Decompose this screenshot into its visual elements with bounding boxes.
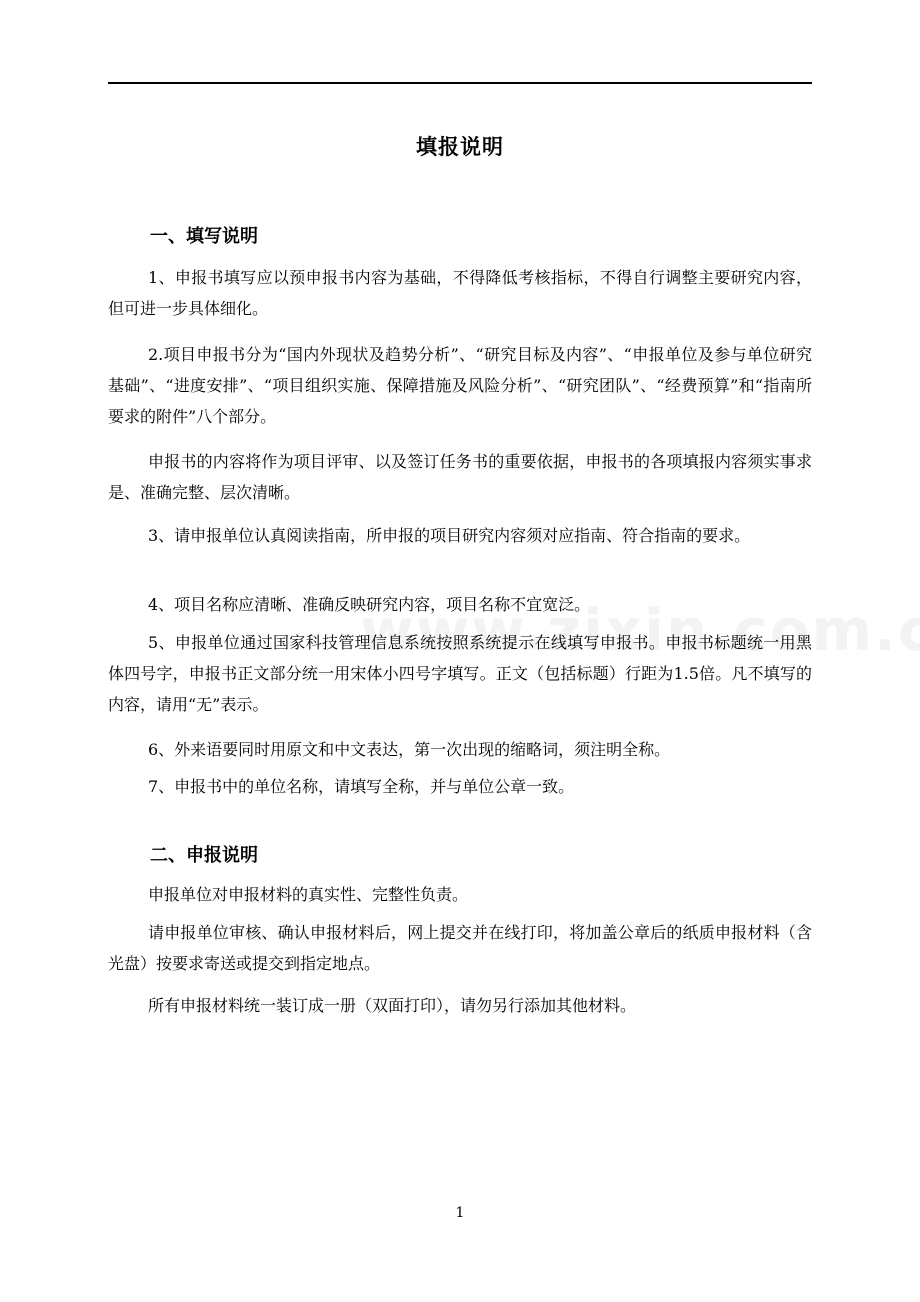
- paragraph-8: 7、申报书中的单位名称，请填写全称，并与单位公章一致。: [148, 777, 575, 796]
- paragraph-1: 1、申报书填写应以预申报书内容为基础，不得降低考核指标，不得自行调整主要研究内容，但可进一步具体细化。: [108, 268, 812, 318]
- page-number: 1: [455, 1205, 465, 1221]
- paragraph-9: 申报单位对申报材料的真实性、完整性负责。: [148, 885, 469, 904]
- paragraph-6: 5、申报单位通过国家科技管理信息系统按照系统提示在线填写申报书。申报书标题统一用黑体四号字，申报书正文部分统一用宋体小四号字填写。正文（包括标题）行距为1.5倍。凡不填写的内容，请用“无”表示。: [108, 633, 812, 714]
- header-rule: [108, 82, 812, 84]
- section-heading-submission: 二、申报说明: [150, 845, 258, 866]
- paragraph-2: 2.项目申报书分为“国内外现状及趋势分析”、“研究目标及内容”、“申报单位及参与单位研究基础”、“进度安排”、“项目组织实施、保障措施及风险分析”、“研究团队”、“经费预算”和“指南所要求的附件”八个部分。: [108, 345, 812, 426]
- section-heading-fill-instructions: 一、填写说明: [150, 226, 258, 247]
- paragraph-3: 申报书的内容将作为项目评审、以及签订任务书的重要依据，申报书的各项填报内容须实事求是、准确完整、层次清晰。: [108, 452, 812, 502]
- paragraph-11: 所有申报材料统一装订成一册（双面打印），请勿另行添加其他材料。: [148, 996, 637, 1015]
- paragraph-10: 请申报单位审核、确认申报材料后，网上提交并在线打印，将加盖公章后的纸质申报材料（含光盘）按要求寄送或提交到指定地点。: [108, 923, 812, 973]
- paragraph-5: 4、项目名称应清晰、准确反映研究内容，项目名称不宜宽泛。: [148, 595, 591, 614]
- watermark: [360, 596, 920, 664]
- page-title: 填报说明: [416, 135, 504, 159]
- paragraph-4: 3、请申报单位认真阅读指南，所申报的项目研究内容须对应指南、符合指南的要求。: [148, 526, 751, 545]
- paragraph-7: 6、外来语要同时用原文和中文表达，第一次出现的缩略词，须注明全称。: [148, 740, 671, 759]
